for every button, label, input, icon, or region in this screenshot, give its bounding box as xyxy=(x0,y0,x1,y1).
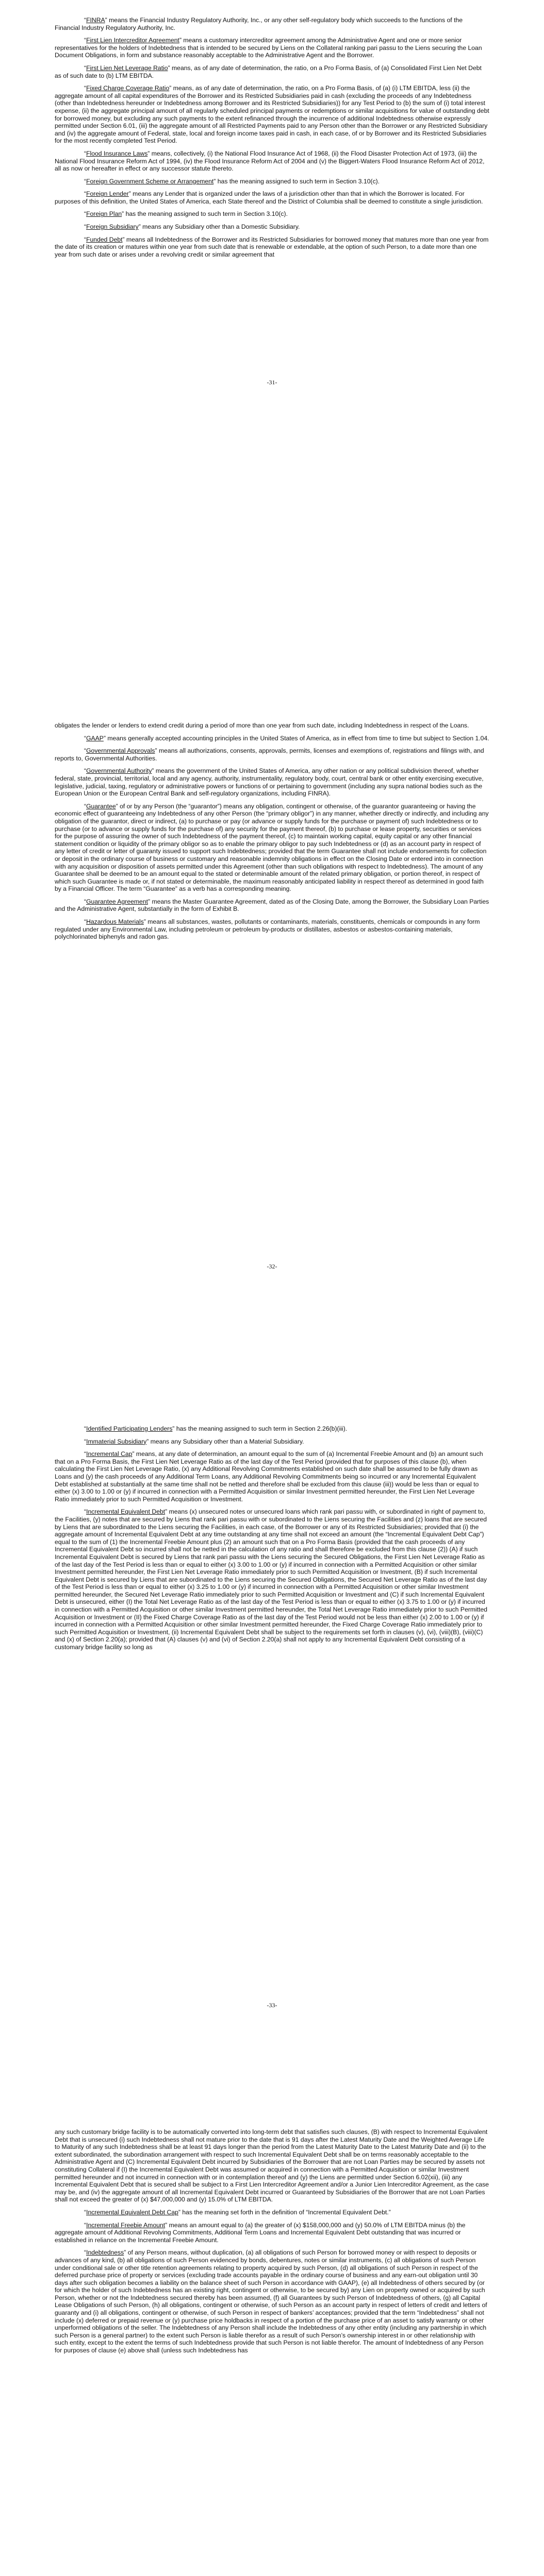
defined-term: First Lien Net Leverage Ratio xyxy=(86,64,168,72)
defined-term: Fixed Charge Coverage Ratio xyxy=(86,84,170,92)
continued-paragraph: any such customary bridge facility is to be automatically converted into long-term debt that satisfies such clauses, (B) with respect to Incremental Equivalent Debt that is unsecured (i) such Indebtedness shall not mature prior to the date that is 91 days after the Latest Maturity Date and the Weighted Average Life to Maturity of any such Indebtedness shall be at least 91 days longer than the period from the Latest Maturity Date to the Latest Maturity Date and (ii) to the extent subordinated, the subordination arrangement with respect to such Incremental Equivalent Debt shall be on terms reasonably acceptable to the Administrative Agent and (C) Incremental Equivalent Debt incurred by Subsidiaries of the Borrower that are not Loan Parties may be secured by assets not constituting Collateral if (I) the Incremental Equivalent Debt was assumed or acquired in connection with a Permitted Acquisition or similar Investment permitted hereunder and not incurred in connection with or in contemplation thereof and (y) the Liens are permitted under Section 6.02(xii), (iii) any Incremental Equivalent Debt that is secured shall be subject to a First Lien Intercreditor Agreement and/or a Junior Lien Intercreditor Agreement, as the case may be, and (iv) the aggregate amount of all Incremental Equivalent Debt incurred or Guaranteed by Subsidiaries of the Borrower that are not Loan Parties shall not exceed the greater of (x) $47,000,000 and (y) 15.0% of LTM EBITDA. xyxy=(55,2128,489,2204)
definition-paragraph: “Immaterial Subsidiary” means any Subsidiary other than a Material Subsidiary. xyxy=(84,1437,304,1445)
definition-paragraph: “Funded Debt” means all Indebtedness of the Borrower and its Restricted Subsidiaries for borrowed money that matures more than one year from the date of its creation or matures within one year from such date that is renewable or extendable, at the option of such Person, to a date more than one year from such date or arises under a revolving credit or similar agreement that xyxy=(55,235,489,258)
page-body xyxy=(55,16,489,263)
document-page xyxy=(0,0,544,703)
defined-term: Guarantee Agreement xyxy=(86,897,148,905)
page-number: -31- xyxy=(267,379,277,386)
defined-term: First Lien Intercreditor Agreement xyxy=(86,37,179,44)
definition-paragraph: “Foreign Subsidiary” means any Subsidiary other than a Domestic Subsidiary. xyxy=(84,223,300,231)
defined-term: Incremental Equivalent Debt Cap xyxy=(86,2208,178,2216)
document-page xyxy=(0,703,544,1406)
page-number: -33- xyxy=(267,2002,277,2009)
definition-paragraph: “Incremental Equivalent Debt Cap” has the meaning set forth in the definition of “Incremental Equivalent Debt.” xyxy=(84,2208,391,2216)
page-number: -32- xyxy=(267,1263,277,1270)
definition-paragraph: “Incremental Cap” means, at any date of determination, an amount equal to the sum of (a) Incremental Freebie Amount and (b) an amount such that on a Pro Forma Basis, the First Lien Net Leverage Ratio as of the last day of the Test Period (provided that for purposes of this clause (b), when calculating the First Lien Net Leverage Ratio, (x) any Additional Revolving Commitments established on such date shall be assumed to be fully drawn as Loans and (y) the cash proceeds of any Additional Term Loans, any Additional Revolving Commitments being so incurred or any Incremental Equivalent Debt established at substantially at the same time shall not be netted and therefore shall be excluded from this clause (iii)) would be less than or equal to either (x) 3.00 to 1.00 or (y) if incurred in connection with a Permitted Acquisition or similar Investment permitted hereunder, the First Lien Net Leverage Ratio immediately prior to such Permitted Acquisition or Investment. xyxy=(55,1450,483,1503)
definition-paragraph: “Guarantee” of or by any Person (the “guarantor”) means any obligation, contingent or otherwise, of the guarantor guaranteeing or having the economic effect of guaranteeing any Indebtedness of any other Person (the “primary obligor”) in any manner, whether directly or indirectly, and including any obligation of the guarantor, direct or indirect, (a) to purchase or pay (or advance or supply funds for the purchase or payment of) such Indebtedness or to purchase (or to advance or supply funds for the purchase of) any security for the payment thereof, (b) to purchase or lease property, securities or services for the purpose of assuring the owner of such Indebtedness of the payment thereof, (c) to maintain working capital, equity capital or any other financial statement condition or liquidity of the primary obligor so as to enable the primary obligor to pay such Indebtedness or (d) as an account party in respect of any letter of credit or letter of guaranty issued to support such Indebtedness; provided that the term Guarantee shall not include endorsements for collection or deposit in the ordinary course of business or customary and reasonable indemnity obligations in effect on the Closing Date or entered into in connection with any acquisition or disposition of assets permitted under this Agreement (other than such obligations with respect to Indebtedness). The amount of any Guarantee shall be deemed to be an amount equal to the stated or determinable amount of the related primary obligation, or portion thereof, in respect of which such Guarantee is made or, if not stated or determinable, the maximum reasonably anticipated liability in respect thereof as determined in good faith by a Financial Officer. The term “Guarantee” as a verb has a corresponding meaning. xyxy=(55,802,489,893)
defined-term: Foreign Lender xyxy=(86,190,129,198)
continued-paragraph: obligates the lender or lenders to extend credit during a period of more than one year from such date, including Indebtedness in respect of the Loans. xyxy=(55,722,469,729)
defined-term: Foreign Subsidiary xyxy=(86,223,139,231)
definition-paragraph: “GAAP” means generally accepted accounting principles in the United States of America, as in effect from time to time but subject to Section 1.04. xyxy=(84,734,489,742)
defined-term: Governmental Authority xyxy=(86,767,152,775)
defined-term: Identified Participating Lenders xyxy=(86,1425,173,1432)
definition-paragraph: “Governmental Authority” means the government of the United States of America, any other nation or any political subdivision thereof, whether federal, state, provincial, territorial, local and any agency, authority, instrumentality, regulatory body, court, central bank or other entity exercising executive, legislative, judicial, taxing, regulatory or administrative powers or functions of or pertaining to government (including any supra national bodies such as the European Union or the European Central Bank and self-regulatory organizations, including FINRA). xyxy=(55,767,484,798)
definition-paragraph: “Foreign Government Scheme or Arrangement” has the meaning assigned to such term in Section 3.10(c). xyxy=(84,177,380,185)
definition-paragraph: “First Lien Intercreditor Agreement” means a customary intercreditor agreement among the Administrative Agent and one or more senior representatives for the holders of Indebtedness that is intended to be secured by Liens on the Collateral ranking pari passu to the Liens securing the Loan Document Obligations, in form and substance reasonably acceptable to the Administrative Agent and the Borrower. xyxy=(55,37,482,59)
defined-term: GAAP xyxy=(86,734,104,742)
defined-term: Flood Insurance Laws xyxy=(86,149,148,157)
definition-paragraph: “Guarantee Agreement” means the Master Guarantee Agreement, dated as of the Closing Date, among the Borrower, the Subsidiary Loan Parties and the Administrative Agent, substantially in the form of Exhibit B. xyxy=(55,897,489,913)
definition-paragraph: “Flood Insurance Laws” means, collectively, (i) the National Flood Insurance Act of 1968, (ii) the Flood Disaster Protection Act of 1973, (iii) the National Flood Insurance Reform Act of 1994, (iv) the Flood Insurance Reform Act of 2004 and (v) the Biggert-Waters Flood Insurance Reform Act of 2012, all as now or hereafter in effect or any successor statute thereto. xyxy=(55,149,485,173)
defined-term: Hazardous Materials xyxy=(86,918,144,926)
defined-term: Governmental Approvals xyxy=(86,747,155,755)
definition-paragraph: “Incremental Freebie Amount” means an amount equal to (a) the greater of (x) $158,000,000 and (y) 50.0% of LTM EBITDA minus (b) the aggregate amount of Additional Revolving Commitments, Additional Term Loans and Incremental Equivalent Debt outstanding that was incurred or established in reliance on the Incremental Freebie Amount. xyxy=(55,2221,466,2244)
page-body xyxy=(55,722,489,946)
defined-term: Funded Debt xyxy=(86,235,123,243)
document-page xyxy=(0,2110,544,2576)
page-body xyxy=(55,1425,489,1656)
page-body xyxy=(55,2128,489,2360)
defined-term: Incremental Cap xyxy=(86,1450,133,1458)
defined-term: Foreign Plan xyxy=(86,210,122,218)
definition-paragraph: “Foreign Plan” has the meaning assigned to such term in Section 3.10(c). xyxy=(84,210,288,218)
defined-term: Incremental Freebie Amount xyxy=(86,2221,166,2229)
defined-term: Incremental Equivalent Debt xyxy=(86,1508,166,1516)
document-page xyxy=(0,1406,544,2110)
definition-paragraph: “Fixed Charge Coverage Ratio” means, as of any date of determination, the ratio, on a Pro Forma Basis, of (a) (i) LTM EBITDA, less (ii) the aggregate amount of all capital expenditures of the Borrower and its Restricted Subsidiaries paid in cash (excluding the proceeds of any Indebtedness (other than Indebtedness hereunder or Indebtedness among Borrower and its Restricted Subsidiaries)) for any Test Period to (b) the sum of (i) total interest expense, (ii) the aggregate principal amount of all regularly scheduled principal payments or redemptions or similar acquisitions for value of outstanding debt for borrowed money, but excluding any such payments to the extent refinanced through the incurrence of additional Indebtedness otherwise expressly permitted under Section 6.01, (iii) the aggregate amount of all Restricted Payments paid to any Person other than the Borrower or any Restricted Subsidiary and (iv) the aggregate amount of Federal, state, local and foreign income taxes paid in cash, in each case, of or by Borrower and its Restricted Subsidiaries for the most recently completed Test Period. xyxy=(55,84,489,145)
defined-term: Indebtedness xyxy=(86,2249,124,2257)
definition-paragraph: “FINRA” means the Financial Industry Regulatory Authority, Inc., or any other self-regulatory body which succeeds to the functions of the Financial Industry Regulatory Authority, Inc. xyxy=(55,16,463,31)
defined-term: FINRA xyxy=(86,16,105,24)
definition-paragraph: “Governmental Approvals” means all authorizations, consents, approvals, permits, licenses and exemptions of, registrations and filings with, and reports to, Governmental Authorities. xyxy=(55,747,484,762)
definition-paragraph: “Foreign Lender” means any Lender that is organized under the laws of a jurisdiction other than that in which the Borrower is located. For purposes of this definition, the United States of America, each State thereof and the District of Columbia shall be deemed to constitute a single jurisdiction. xyxy=(55,190,483,205)
definition-paragraph: “Indebtedness” of any Person means, without duplication, (a) all obligations of such Person for borrowed money or with respect to deposits or advances of any kind, (b) all obligations of such Person evidenced by bonds, debentures, notes or similar instruments, (c) all obligations of such Person under conditional sale or other title retention agreements relating to property acquired by such Person, (d) all obligations of such Person in respect of the deferred purchase price of property or services (excluding trade accounts payable in the ordinary course of business and any earn-out obligation until 30 days after such obligation becomes a liability on the balance sheet of such Person in accordance with GAAP), (e) all Indebtedness of others secured by (or for which the holder of such Indebtedness has an existing right, contingent or otherwise, to be secured by) any Lien on property owned or acquired by such Person, whether or not the Indebtedness secured thereby has been assumed, (f) all Guarantees by such Person of Indebtedness of others, (g) all Capital Lease Obligations of such Person, (h) all obligations, contingent or otherwise, of such Person as an account party in respect of letters of credit and letters of guaranty and (i) all obligations, contingent or otherwise, of such Person in respect of bankers’ acceptances; provided that the term “Indebtedness” shall not include (x) deferred or prepaid revenue or (y) purchase price holdbacks in respect of a portion of the purchase price of an asset to satisfy warranty or other unperformed obligations of the seller. The Indebtedness of any Person shall include the Indebtedness of any other entity (including any partnership in which such Person is a general partner) to the extent such Person is liable therefor as a result of such Person’s ownership interest in or other relationship with such entity, except to the extent the terms of such Indebtedness provide that such Person is not liable therefor. The amount of Indebtedness of any Person for purposes of clause (e) above shall (unless such Indebtedness has xyxy=(55,2249,487,2354)
definition-paragraph: “Incremental Equivalent Debt” means (x) unsecured notes or unsecured loans which rank pari passu with, or subordinated in right of payment to, the Facilities, (y) notes that are secured by Liens that rank pari passu with or subordinated to the Liens securing the Facilities and (z) loans that are secured by Liens that are subordinated to the Liens securing the Facilities, in each case, of the Borrower or any of its Restricted Subsidiaries; provided that (i) the aggregate amount of Incremental Equivalent Debt at any time outstanding at any time shall not exceed an amount (the “Incremental Equivalent Debt Cap”) equal to the sum of (1) the Incremental Freebie Amount plus (2) an amount such that on a Pro Forma Basis (provided that the cash proceeds of any Incremental Equivalent Debt so incurred shall not be netted in the calculation of any ratio and shall therefore be excluded from this clause (2)) (A) if such Incremental Equivalent Debt is secured by Liens that rank pari passu with the Liens securing the Secured Obligations, the First Lien Net Leverage Ratio as of the last day of the Test Period is less than or equal to either (x) 3.00 to 1.00 or (y) if incurred in connection with a Permitted Acquisition or other similar Investment permitted hereunder, the First Lien Net Leverage Ratio immediately prior to such Permitted Acquisition or Investment, (B) if such Incremental Equivalent Debt is secured by Liens that are subordinated to the Liens securing the Secured Obligations, the Secured Net Leverage Ratio as of the last day of the Test Period is less than or equal to either (x) 3.25 to 1.00 or (y) if incurred in connection with a Permitted Acquisition or other similar Investment permitted hereunder, the Secured Net Leverage Ratio immediately prior to such Permitted Acquisition or Investment and (C) if such Incremental Equivalent Debt is unsecured, either (I) the Total Net Leverage Ratio as of the last day of the Test Period is less than or equal to either (x) 3.75 to 1.00 or (y) if incurred in connection with a Permitted Acquisition or other similar Investment permitted hereunder, the Total Net Leverage Ratio immediately prior to such Permitted Acquisition or Investment or (II) the Fixed Charge Coverage Ratio as of the last day of the Test Period would not be less than either (x) 2.00 to 1.00 or (y) if incurred in connection with a Permitted Acquisition or other similar Investment permitted hereunder, the Fixed Charge Coverage Ratio immediately prior to such Permitted Acquisition or Investment, (ii) Incremental Equivalent Debt shall be subject to the requirements set forth in clauses (v), (vi), (viii)(B), (viii)(C) and (x) of Section 2.20(a); provided that (A) clauses (v) and (vi) of Section 2.20(a) shall not apply to any Incremental Equivalent Debt consisting of a customary bridge facility so long as xyxy=(55,1508,488,1651)
definition-paragraph: “First Lien Net Leverage Ratio” means, as of any date of determination, the ratio, on a Pro Forma Basis, of (a) Consolidated First Lien Net Debt as of such date to (b) LTM EBITDA. xyxy=(55,64,482,79)
definition-paragraph: “Hazardous Materials” means all substances, wastes, pollutants or contaminants, materials, constituents, chemicals or compounds in any form regulated under any Environmental Law, including petroleum or petroleum by-products or distillates, asbestos or asbestos-containing materials, polychlorinated biphenyls and radon gas. xyxy=(55,918,480,941)
definition-paragraph: “Identified Participating Lenders” has the meaning assigned to such term in Section 2.26(b)(iii). xyxy=(84,1425,348,1432)
defined-term: Immaterial Subsidiary xyxy=(86,1437,147,1445)
defined-term: Guarantee xyxy=(86,802,116,810)
defined-term: Foreign Government Scheme or Arrangement xyxy=(86,177,214,185)
